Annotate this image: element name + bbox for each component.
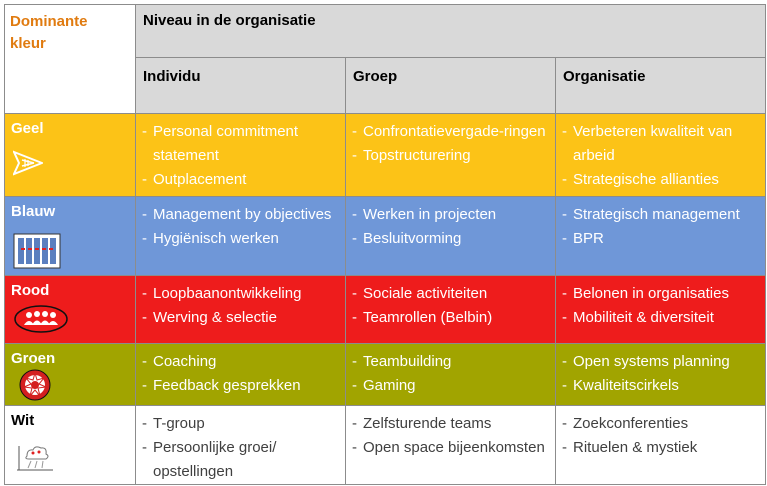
row-label-rood	[5, 276, 136, 344]
list-item: - Confrontatievergade-ringen	[352, 120, 549, 144]
list-item: - Strategisch management	[562, 203, 759, 227]
dominant-color-label: Dominante kleur	[10, 13, 88, 52]
list-item: - Gaming	[352, 374, 549, 398]
list-item: - Personal commitment statement	[142, 120, 339, 168]
list-item: - Zoekconferenties	[562, 412, 759, 436]
color-name: Rood	[11, 282, 50, 299]
sun-icon	[13, 368, 57, 407]
list-item: - Coaching	[142, 350, 339, 374]
table-row-blauw	[5, 197, 766, 276]
cell-rood-organisatie	[556, 276, 766, 344]
cell-blauw-groep	[346, 197, 556, 276]
list-item: - Sociale activiteiten	[352, 282, 549, 306]
list-item: - Werving & selectie	[142, 306, 339, 330]
row-label-groen	[5, 344, 136, 406]
cell-rood-groep	[346, 276, 556, 344]
cell-rood-individu	[136, 276, 346, 344]
list-item: - Management by objectives	[142, 203, 339, 227]
cell-blauw-organisatie	[556, 197, 766, 276]
list-item: - T-group	[142, 412, 339, 436]
list-item: - Zelfsturende teams	[352, 412, 549, 436]
list-item: - Rituelen & mystiek	[562, 436, 759, 460]
list-item: - BPR	[562, 227, 759, 251]
list-item: - Belonen in organisaties	[562, 282, 759, 306]
cell-geel-groep	[346, 114, 556, 197]
color-name: Blauw	[11, 203, 56, 220]
corner-header	[5, 5, 136, 114]
column-header-organisatie	[556, 58, 766, 114]
arrow-icon	[13, 150, 43, 181]
table-row-wit	[5, 406, 766, 485]
row-label-blauw	[5, 197, 136, 276]
cell-groen-organisatie	[556, 344, 766, 406]
cell-geel-individu	[136, 114, 346, 197]
list-item: - Verbeteren kwaliteit van arbeid	[562, 120, 759, 168]
column-header-label: Groep	[353, 68, 398, 85]
organisation-matrix-table	[4, 4, 766, 485]
cell-groen-individu	[136, 344, 346, 406]
row-label-wit	[5, 406, 136, 485]
color-name: Geel	[11, 120, 44, 137]
level-header-title: Niveau in de organisatie	[143, 12, 316, 29]
column-header-label: Organisatie	[563, 68, 646, 85]
cell-geel-organisatie	[556, 114, 766, 197]
list-item: - Open space bijeenkomsten	[352, 436, 549, 460]
list-item: - Feedback gesprekken	[142, 374, 339, 398]
list-item: - Kwaliteitscirkels	[562, 374, 759, 398]
list-item: - Mobiliteit & diversiteit	[562, 306, 759, 330]
column-header-label: Individu	[143, 68, 201, 85]
list-item: - Strategische allianties	[562, 168, 759, 192]
list-item: - Topstructurering	[352, 144, 549, 168]
people-icon	[13, 304, 69, 339]
list-item: - Persoonlijke groei/ opstellingen	[142, 436, 339, 484]
table-row-rood	[5, 276, 766, 344]
column-header-groep	[346, 58, 556, 114]
cell-groen-groep	[346, 344, 556, 406]
list-item: - Werken in projecten	[352, 203, 549, 227]
level-header	[136, 5, 766, 58]
list-item: - Teamrollen (Belbin)	[352, 306, 549, 330]
table-row-groen	[5, 344, 766, 406]
cell-wit-groep	[346, 406, 556, 485]
cell-wit-individu	[136, 406, 346, 485]
cell-wit-organisatie	[556, 406, 766, 485]
list-item: - Open systems planning	[562, 350, 759, 374]
color-name: Groen	[11, 350, 56, 367]
row-label-geel	[5, 114, 136, 197]
table-row-geel	[5, 114, 766, 197]
column-header-individu	[136, 58, 346, 114]
cell-blauw-individu	[136, 197, 346, 276]
list-item: - Hygiënisch werken	[142, 227, 339, 251]
list-item: - Besluitvorming	[352, 227, 549, 251]
blueprint-icon	[13, 233, 61, 274]
list-item: - Teambuilding	[352, 350, 549, 374]
color-name: Wit	[11, 412, 35, 429]
list-item: - Loopbaanontwikkeling	[142, 282, 339, 306]
list-item: - Outplacement	[142, 168, 339, 192]
cloud-icon	[13, 440, 57, 479]
